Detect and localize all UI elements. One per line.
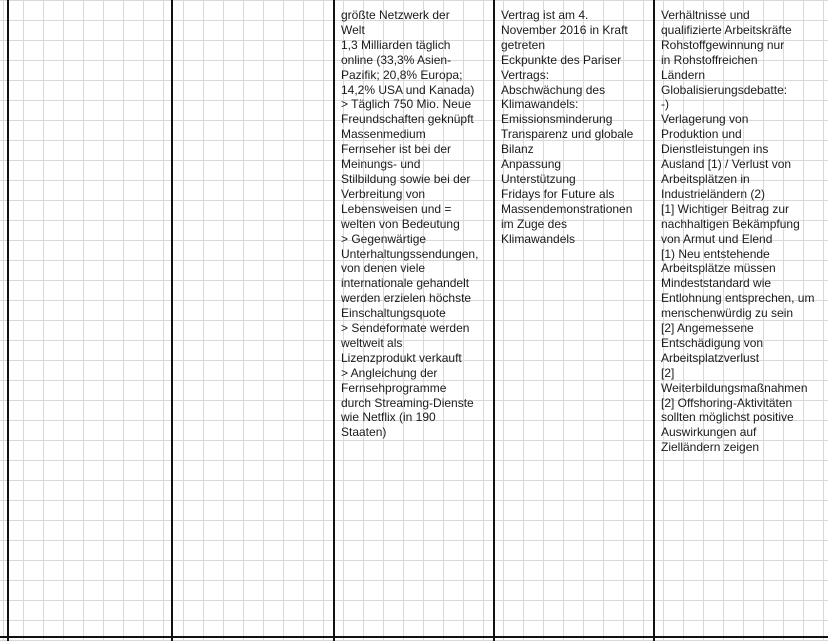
text-line: Arbeitsplätzen in (661, 171, 750, 186)
text-line: Verbreitung von (341, 186, 426, 201)
text-line: Abschwächung des (501, 82, 606, 97)
text-line: Lizenzprodukt verkauft (341, 350, 462, 365)
text-line: Staaten) (341, 425, 387, 440)
text-line: Einschaltungsquote (341, 306, 446, 321)
text-line: Weiterbildungsmaßnahmen (661, 380, 808, 395)
text-line: Vertrags: (501, 67, 550, 82)
text-line: November 2016 in Kraft (501, 22, 628, 37)
column-divider-4 (653, 0, 655, 641)
text-line: Bilanz (501, 142, 534, 157)
text-line: werden erzielen höchste (341, 291, 472, 306)
text-line: Klimawandels: (501, 97, 579, 112)
text-line: -) (661, 97, 669, 112)
text-line: > Gegenwärtige (341, 231, 427, 246)
text-line: Lebensweisen und = (341, 201, 452, 216)
text-line: in Rohstoffreichen (661, 52, 758, 67)
text-line: weltweit als (341, 335, 403, 350)
text-line: Anpassung (501, 157, 562, 172)
text-line: größte Netzwerk der (341, 8, 450, 22)
text-line: Welt (341, 22, 365, 37)
text-line: Ländern (661, 67, 706, 82)
text-line: Massenmedium (341, 127, 426, 142)
table-border-left (7, 0, 9, 641)
text-line: Ausland [1) / Verlust von (661, 157, 792, 172)
text-line: Eckpunkte des Pariser (501, 52, 622, 67)
text-line: wie Netflix (in 190 (341, 410, 436, 425)
column-divider-2 (333, 0, 335, 641)
text-line: internationale gehandelt (341, 276, 470, 291)
text-line: welten von Bedeutung (341, 216, 460, 231)
text-line: 1,3 Milliarden täglich (341, 37, 451, 52)
text-line: [2] Offshoring-Aktivitäten (661, 395, 793, 410)
text-line: Meinungs- und (341, 157, 421, 172)
text-line: Zielländern zeigen (661, 440, 760, 455)
text-line: Entlohnung entsprechen, um (661, 291, 815, 306)
table-cell-globalization (661, 8, 814, 455)
text-line: Entschädigung von (661, 335, 764, 350)
text-line: menschenwürdig zu sein (661, 306, 794, 321)
text-line: Unterhaltungssendungen, (341, 246, 479, 261)
text-line: 14,2% USA und Kanada) (341, 82, 475, 97)
text-line: [2] Angemessene (661, 321, 754, 336)
text-line: getreten (501, 37, 546, 52)
text-line: Rohstoffgewinnung nur (661, 37, 785, 52)
text-line: Unterstützung (501, 171, 576, 186)
text-line: online (33,3% Asien- (341, 52, 452, 67)
text-line: durch Streaming-Dienste (341, 395, 474, 410)
text-line: Fernseher ist bei der (341, 142, 452, 157)
text-line: > Sendeformate werden (341, 321, 470, 336)
text-line: Verhältnisse und (661, 8, 750, 22)
text-line: Freundschaften geknüpft (341, 112, 474, 127)
text-line: Stilbildung sowie bei der (341, 171, 471, 186)
table-cell-media (341, 8, 478, 440)
text-line: > Angleichung der (341, 365, 438, 380)
text-line: Industrieländern (2) (661, 186, 766, 201)
text-line: [2] (661, 365, 675, 380)
text-line: [1) Neu entstehende (661, 246, 770, 261)
text-line: > Täglich 750 Mio. Neue (341, 97, 472, 112)
text-line: Pazifik; 20,8% Europa; (341, 67, 463, 82)
text-line: Emissionsminderung (501, 112, 613, 127)
text-line: sollten möglichst positive (661, 410, 794, 425)
text-line: Fernsehprogramme (341, 380, 447, 395)
text-line: Globalisierungsdebatte: (661, 82, 788, 97)
text-line: von Armut und Elend (661, 231, 773, 246)
column-divider-3 (493, 0, 495, 641)
text-line: qualifizierte Arbeitskräfte (661, 22, 792, 37)
text-line: Dienstleistungen ins (661, 142, 769, 157)
text-line: Verlagerung von (661, 112, 749, 127)
text-line: [1] Wichtiger Beitrag zur (661, 201, 790, 216)
text-line: Arbeitsplätze müssen (661, 261, 776, 276)
text-line: nachhaltigen Bekämpfung (661, 216, 800, 231)
text-line: Arbeitsplatzverlust (661, 350, 760, 365)
text-line: Massendemonstrationen (501, 201, 633, 216)
text-line: im Zuge des (501, 216, 568, 231)
text-line: Mindeststandard wie (661, 276, 772, 291)
column-divider-1 (171, 0, 173, 641)
text-line: Auswirkungen auf (661, 425, 757, 440)
text-line: von denen viele (341, 261, 426, 276)
table-cell-climate (501, 8, 633, 247)
table-border-bottom (0, 636, 828, 638)
text-line: Transparenz und globale (501, 127, 634, 142)
text-line: Produktion und (661, 127, 742, 142)
text-line: Fridays for Future als (501, 186, 615, 201)
text-line: Klimawandels (501, 231, 576, 246)
text-line: Vertrag ist am 4. (501, 8, 589, 22)
